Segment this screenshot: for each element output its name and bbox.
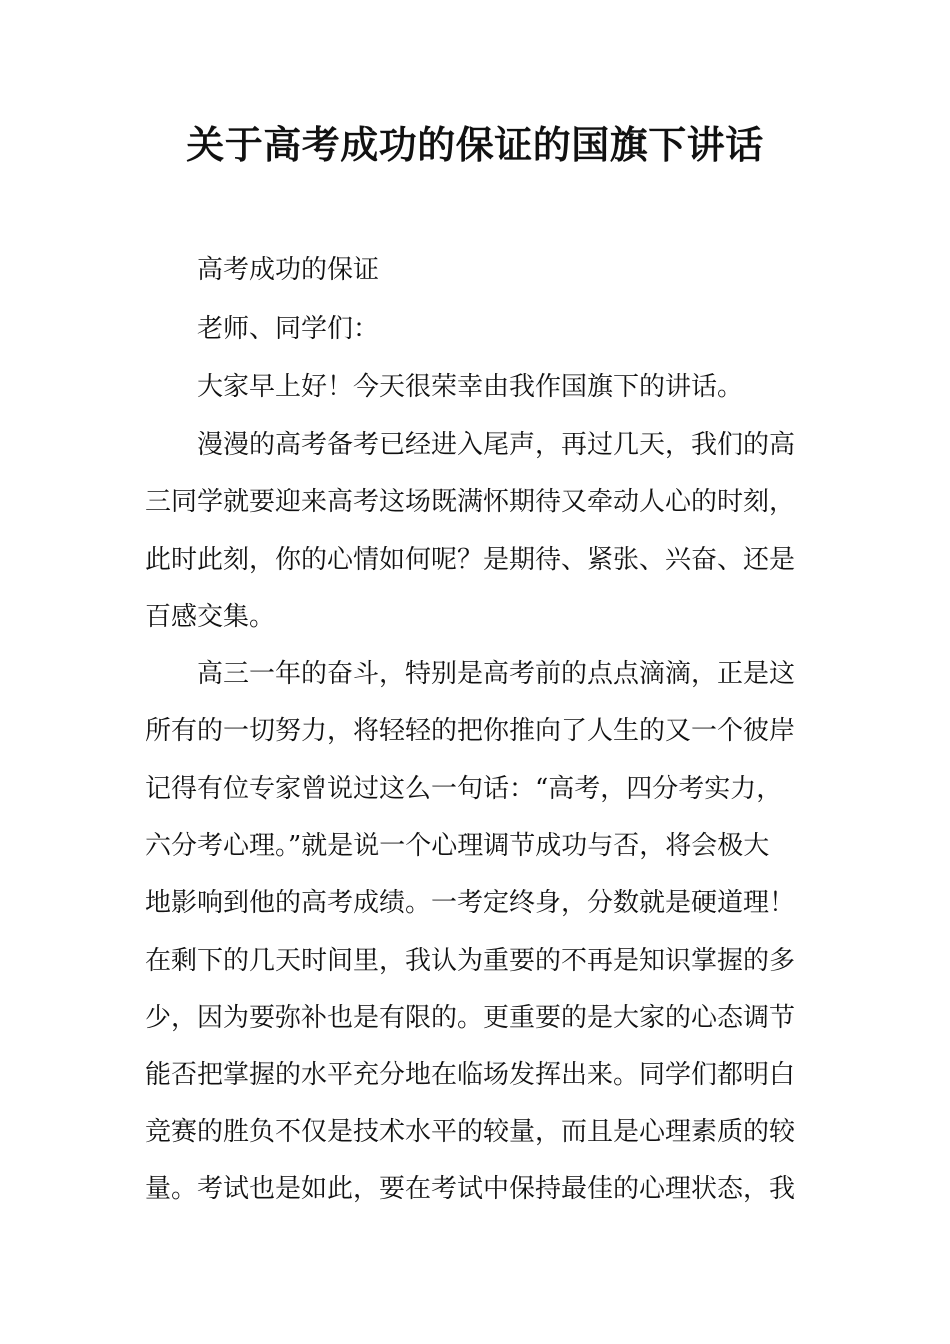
body-line: 竞赛的胜负不仅是技术水平的较量，而且是心理素质的较 xyxy=(145,1117,796,1147)
body-line: 六分考心理。”就是说一个心理调节成功与否，将会极大 xyxy=(145,831,770,861)
body-line: 少，因为要弥补也是有限的。更重要的是大家的心态调节 xyxy=(145,1003,796,1033)
body-line: 高三一年的奋斗，特别是高考前的点点滴滴，正是这 xyxy=(197,659,796,689)
body-line: 大家早上好！今天很荣幸由我作国旗下的讲话。 xyxy=(197,372,744,402)
body-line: 量。考试也是如此，要在考试中保持最佳的心理状态，我 xyxy=(145,1174,796,1204)
body-line: 在剩下的几天时间里，我认为重要的不再是知识掌握的多 xyxy=(145,946,796,976)
body-line: 地影响到他的高考成绩。一考定终身，分数就是硬道理！ xyxy=(145,888,796,918)
document-title: 关于高考成功的保证的国旗下讲话 xyxy=(186,122,764,167)
body-line: 百感交集。 xyxy=(145,602,276,632)
body-line: 此时此刻，你的心情如何呢？是期待、紧张、兴奋、还是 xyxy=(145,545,796,575)
body-line: 能否把掌握的水平充分地在临场发挥出来。同学们都明白 xyxy=(145,1060,796,1090)
body-line: 所有的一切努力，将轻轻的把你推向了人生的又一个彼岸 xyxy=(145,716,796,746)
body-line: 漫漫的高考备考已经进入尾声，再过几天，我们的高 xyxy=(197,430,796,460)
body-line: 记得有位专家曾说过这么一句话：“高考，四分考实力， xyxy=(145,774,783,804)
subtitle-line: 高考成功的保证 xyxy=(197,255,380,285)
greeting-line: 老师、同学们： xyxy=(197,314,380,344)
body-line: 三同学就要迎来高考这场既满怀期待又牵动人心的时刻， xyxy=(145,487,796,517)
